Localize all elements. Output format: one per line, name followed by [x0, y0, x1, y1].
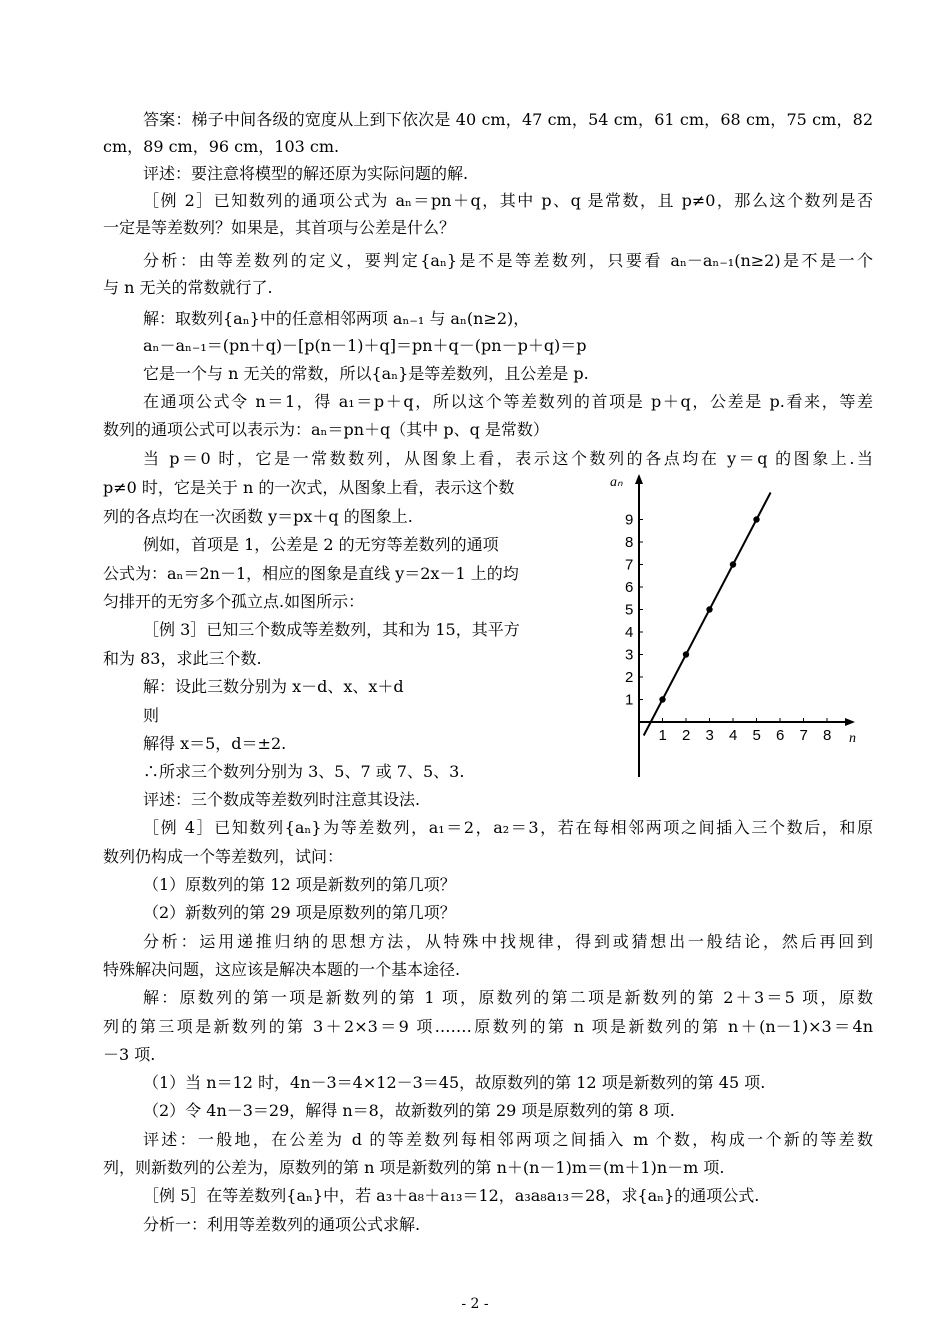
x-tick-label: 6	[776, 727, 785, 744]
text-line: 当 p＝0 时，它是一常数数列，从图象上看，表示这个数列的各点均在 y＝q 的图象上.当	[143, 449, 873, 468]
text-line: 它是一个与 n 无关的常数，所以{aₙ}是等差数列，且公差是 p.	[143, 364, 589, 383]
text-line: （1）当 n＝12 时，4n－3＝4×12－3＝45，故原数列的第 12 项是新数列的第 45 项.	[143, 1073, 766, 1092]
text-line: 解：取数列{aₙ}中的任意相邻两项 aₙ₋₁ 与 aₙ(n≥2)，	[143, 309, 530, 328]
text-line: 分析：由等差数列的定义，要判定{aₙ}是不是等差数列，只要看 aₙ－aₙ₋₁(n≥2)是不是一个	[143, 251, 873, 270]
text-line: 列的第三项是新数列的第 3＋2×3＝9 项.……原数列的第 n 项是新数列的第 n＋(n－1)×3＝4n	[103, 1017, 873, 1036]
y-tick-label: 9	[625, 511, 634, 529]
x-tick-label: 1	[658, 727, 667, 744]
text-line: 列的各点均在一次函数 y＝px＋q 的图象上.	[103, 507, 413, 526]
data-point	[730, 561, 736, 567]
page-number: - 2 -	[461, 1296, 489, 1312]
data-point	[706, 606, 712, 612]
text-line: 答案：梯子中间各级的宽度从上到下依次是 40 cm，47 cm，54 cm，61 cm，68 cm，75 cm，82	[143, 110, 873, 129]
text-line: ［例 4］已知数列{aₙ}为等差数列，a₁＝2，a₂＝3，若在每相邻两项之间插入三个数后，和原	[143, 818, 873, 837]
x-tick-label: 3	[705, 727, 714, 744]
x-tick-label: 2	[682, 727, 691, 744]
x-tick-label: 8	[823, 727, 832, 744]
text-line: 一定是等差数列？如果是，其首项与公差是什么？	[103, 218, 456, 237]
data-point	[683, 651, 689, 657]
text-line: 解：原数列的第一项是新数列的第 1 项，原数列的第二项是新数列的第 2＋3＝5 项，原数	[143, 988, 873, 1007]
text-line: （2）新数列的第 29 项是原数列的第几项？	[143, 903, 456, 922]
y-axis-label: aₙ	[610, 475, 623, 490]
text-line: 列，则新数列的公差为，原数列的第 n 项是新数列的第 n＋(n－1)m＝(m＋1)n－m 项.	[103, 1158, 725, 1177]
x-tick-label: 4	[729, 727, 738, 744]
text-line: p≠0 时，它是关于 n 的一次式，从图象上看，表示这个数	[103, 478, 515, 497]
y-tick-label: 6	[625, 579, 634, 596]
sequence-graph	[605, 470, 865, 780]
y-tick-label: 3	[625, 646, 634, 664]
x-tick-label: 5	[752, 727, 761, 744]
formula-line: aₙ－aₙ₋₁＝(pn＋q)－[p(n－1)＋q]＝pn＋q－(pn－p＋q)＝p	[143, 336, 587, 355]
y-tick-label: 2	[625, 669, 634, 686]
text-line: 解：设此三数分别为 x－d、x、x＋d	[143, 677, 404, 696]
text-line: ［例 3］已知三个数成等差数列，其和为 15，其平方	[143, 620, 520, 639]
text-line: 评述：一般地，在公差为 d 的等差数列每相邻两项之间插入 m 个数，构成一个新的等差数	[143, 1130, 873, 1149]
text-line: 解得 x＝5，d＝±2.	[143, 734, 287, 753]
text-line: （2）令 4n－3＝29，解得 n＝8，故新数列的第 29 项是原数列的第 8 项.	[143, 1101, 675, 1120]
y-tick-label: 1	[625, 691, 634, 709]
text-line: 例如，首项是 1，公差是 2 的无穷等差数列的通项	[143, 535, 499, 554]
text-line: 公式为：aₙ＝2n－1，相应的图象是直线 y＝2x－1 上的均	[103, 564, 519, 583]
y-axis-arrow	[635, 474, 643, 484]
text-line: －3 项.	[103, 1045, 156, 1064]
data-point	[659, 696, 665, 702]
y-tick-label: 5	[625, 601, 634, 619]
x-tick-label: 7	[799, 727, 808, 744]
text-line: ∴所求三个数列分别为 3、5、7 或 7、5、3.	[143, 762, 465, 781]
y-tick-label: 7	[625, 556, 634, 574]
text-line: 匀排开的无穷多个孤立点.如图所示：	[103, 592, 365, 611]
text-line: ［例 5］在等差数列{aₙ}中，若 a₃＋a₈＋a₁₃＝12，a₃a₈a₁₃＝28，求{aₙ}的通项公式.	[143, 1186, 760, 1205]
text-line: 在通项公式令 n＝1，得 a₁＝p＋q，所以这个等差数列的首项是 p＋q，公差是 p.看来，等差	[143, 392, 873, 411]
text-line: ［例 2］已知数列的通项公式为 aₙ＝pn＋q，其中 p、q 是常数，且 p≠0，那么这个数列是否	[143, 191, 873, 210]
text-line: 数列仍构成一个等差数列，试问：	[103, 847, 344, 866]
text-line: 特殊解决问题，这应该是解决本题的一个基本途径.	[103, 960, 461, 979]
text-line: 则	[143, 706, 160, 725]
y-tick-label: 4	[625, 624, 634, 641]
text-line: 评述：三个数成等差数列时注意其设法.	[143, 790, 421, 809]
text-line: cm，89 cm，96 cm，103 cm.	[103, 137, 340, 156]
text-line: 分析：运用递推归纳的思想方法，从特殊中找规律，得到或猜想出一般结论，然后再回到	[143, 932, 873, 951]
text-line: 与 n 无关的常数就行了.	[103, 278, 273, 297]
text-line: 数列的通项公式可以表示为：aₙ＝pn＋q（其中 p、q 是常数）	[103, 420, 549, 439]
y-tick-label: 8	[625, 534, 634, 551]
text-line: 评述：要注意将模型的解还原为实际问题的解.	[143, 164, 469, 183]
data-point	[753, 516, 759, 522]
text-line: 分析一：利用等差数列的通项公式求解.	[143, 1215, 421, 1234]
x-axis-arrow	[845, 718, 855, 726]
text-line: （1）原数列的第 12 项是新数列的第几项？	[143, 875, 456, 894]
text-line: 和为 83，求此三个数.	[103, 649, 262, 668]
x-axis-label: n	[849, 731, 856, 746]
